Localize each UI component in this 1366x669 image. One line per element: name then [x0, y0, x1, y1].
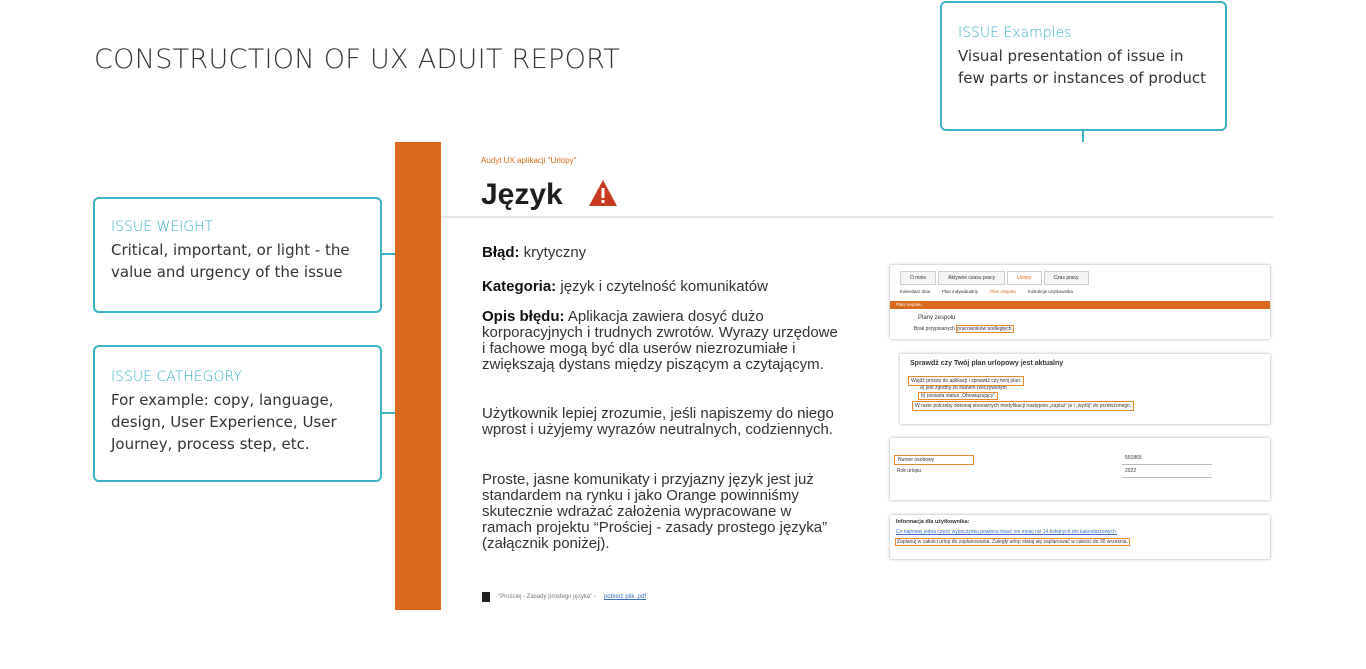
error-severity — [482, 245, 842, 261]
description-label: Opis błędu: — [482, 308, 565, 325]
mini-link: Plan indywidualny — [942, 289, 979, 294]
mini-tab-active: Urlopy — [1007, 271, 1041, 285]
file-icon — [482, 592, 490, 602]
example-screenshot-info — [890, 515, 1270, 559]
mini-text-prefix: Brak przypisanych — [914, 326, 955, 332]
callout-body: Critical, important, or light - the value and urgency of the issue — [111, 241, 350, 281]
mini-link: Instrukcje użytkownika — [1027, 289, 1073, 294]
mini-heading: Plany zespołu — [918, 315, 956, 321]
report-slide-preview — [395, 142, 1273, 610]
error-value: krytyczny — [523, 244, 587, 261]
mini-bar: Plan zespołu — [890, 301, 1270, 309]
mini-heading: Sprawdź czy Twój plan urlopowy jest aktualny — [910, 360, 1064, 367]
warning-triangle-icon — [588, 179, 618, 207]
example-screenshot-form — [890, 438, 1270, 500]
mini-line-4: W razie potrzeby dokonaj stosownych modyfikacji następnie „zapisz” je i „wyślij” do przełożonego. — [912, 401, 1134, 411]
attachment-row — [482, 592, 646, 602]
mini-links — [900, 289, 1073, 294]
callout-issue-examples — [940, 1, 1227, 131]
callout-issue-category — [93, 345, 382, 482]
mini-link: Kalendarz dnia — [900, 289, 931, 294]
callout-body: For example: copy, language, design, User Experience, User Journey, process step, etc. — [111, 391, 337, 453]
error-description — [482, 309, 842, 373]
category-label: Kategoria: — [482, 278, 557, 295]
mini-divider — [1122, 477, 1212, 478]
mini-value-2: 2022 — [1125, 468, 1137, 474]
mini-link-active: Plan zespołu — [990, 289, 1016, 294]
slide-accent-bar — [395, 142, 441, 610]
slide-subtitle: Audyt UX aplikacji "Urlopy" — [481, 156, 577, 165]
mini-value-1: 551865 — [1125, 455, 1142, 461]
mini-line-2: Zaplanuj w całości urlop do zaplanowania. Zaległy urlop staraj się zaplanować w całości do 30 września. — [897, 539, 1128, 545]
page-title: CONSTRUCTION OF UX ADUIT REPORT — [94, 44, 621, 75]
example-screenshot-plan — [890, 265, 1270, 339]
category-value: język i czytelność komunikatów — [560, 278, 768, 295]
callout-title: ISSUE Examples — [958, 25, 1072, 41]
mini-tabs — [900, 271, 1089, 285]
attachment-name: "Prościej - Zasady prostego języka" - — [498, 594, 596, 600]
error-label: Błąd: — [482, 244, 520, 261]
callout-body: Visual presentation of issue in few parts or instances of product — [958, 47, 1207, 87]
paragraph-2: Użytkownik lepiej zrozumie, jeśli napiszemy do niego wprost i użyjemy wyrazów neutralnych, codziennych. — [482, 405, 834, 438]
error-category — [482, 279, 842, 295]
mini-line-1: Co najmniej jedna część wypoczynku powinna trwać nie mniej niż 14 kolejnych dni kalendarzowych. — [896, 529, 1118, 535]
mini-text — [914, 326, 1014, 332]
mini-line-2: a) jest zgodny ze stanem rzeczywistym — [920, 385, 1007, 391]
mini-line-1: Wejdź proszę do aplikacji i sprawdź czy twój plan: — [908, 376, 1024, 386]
paragraph-3: Proste, jasne komunikaty i przyjazny język jest już standardem na rynku i jako Orange powinniśmy skutecznie wdrażać założenia wypracowane w ramach projektu “Prościej - zasady prostego języka” (załącznik poniżej). — [482, 471, 828, 552]
mini-label-1: Numer osobowy — [894, 455, 974, 465]
mini-label-2: Rok urlopu — [897, 468, 922, 474]
example-screenshot-plan-check — [900, 354, 1270, 424]
slide-header — [441, 142, 1273, 218]
mini-tab: O mnie — [900, 271, 936, 285]
callout-issue-weight — [93, 197, 382, 313]
mini-divider — [1122, 464, 1212, 465]
callout-title: ISSUE CATHEGORY — [111, 369, 242, 385]
slide-heading: Język — [481, 178, 563, 211]
mini-heading: Informacja dla użytkownika: — [896, 519, 970, 525]
mini-highlight: pracowników podległych. — [957, 326, 1013, 332]
mini-tab: Czas pracy — [1044, 271, 1089, 285]
attachment-link[interactable]: pobierz plik .pdf — [603, 594, 646, 600]
mini-tab: Aktywne czasu pracy — [938, 271, 1005, 285]
callout-title: ISSUE WEIGHT — [111, 219, 214, 235]
mini-line-3: b) posiada status „Obowiązujący” — [918, 392, 998, 400]
description-value: Aplikacja zawiera dosyć dużo korporacyjnych i trudnych zwrotów. Wyrazy urzędowe i fachowe mogą być dla userów niezrozumiałe i zwiększają dystans między piszącym a czytającym. — [482, 308, 838, 373]
